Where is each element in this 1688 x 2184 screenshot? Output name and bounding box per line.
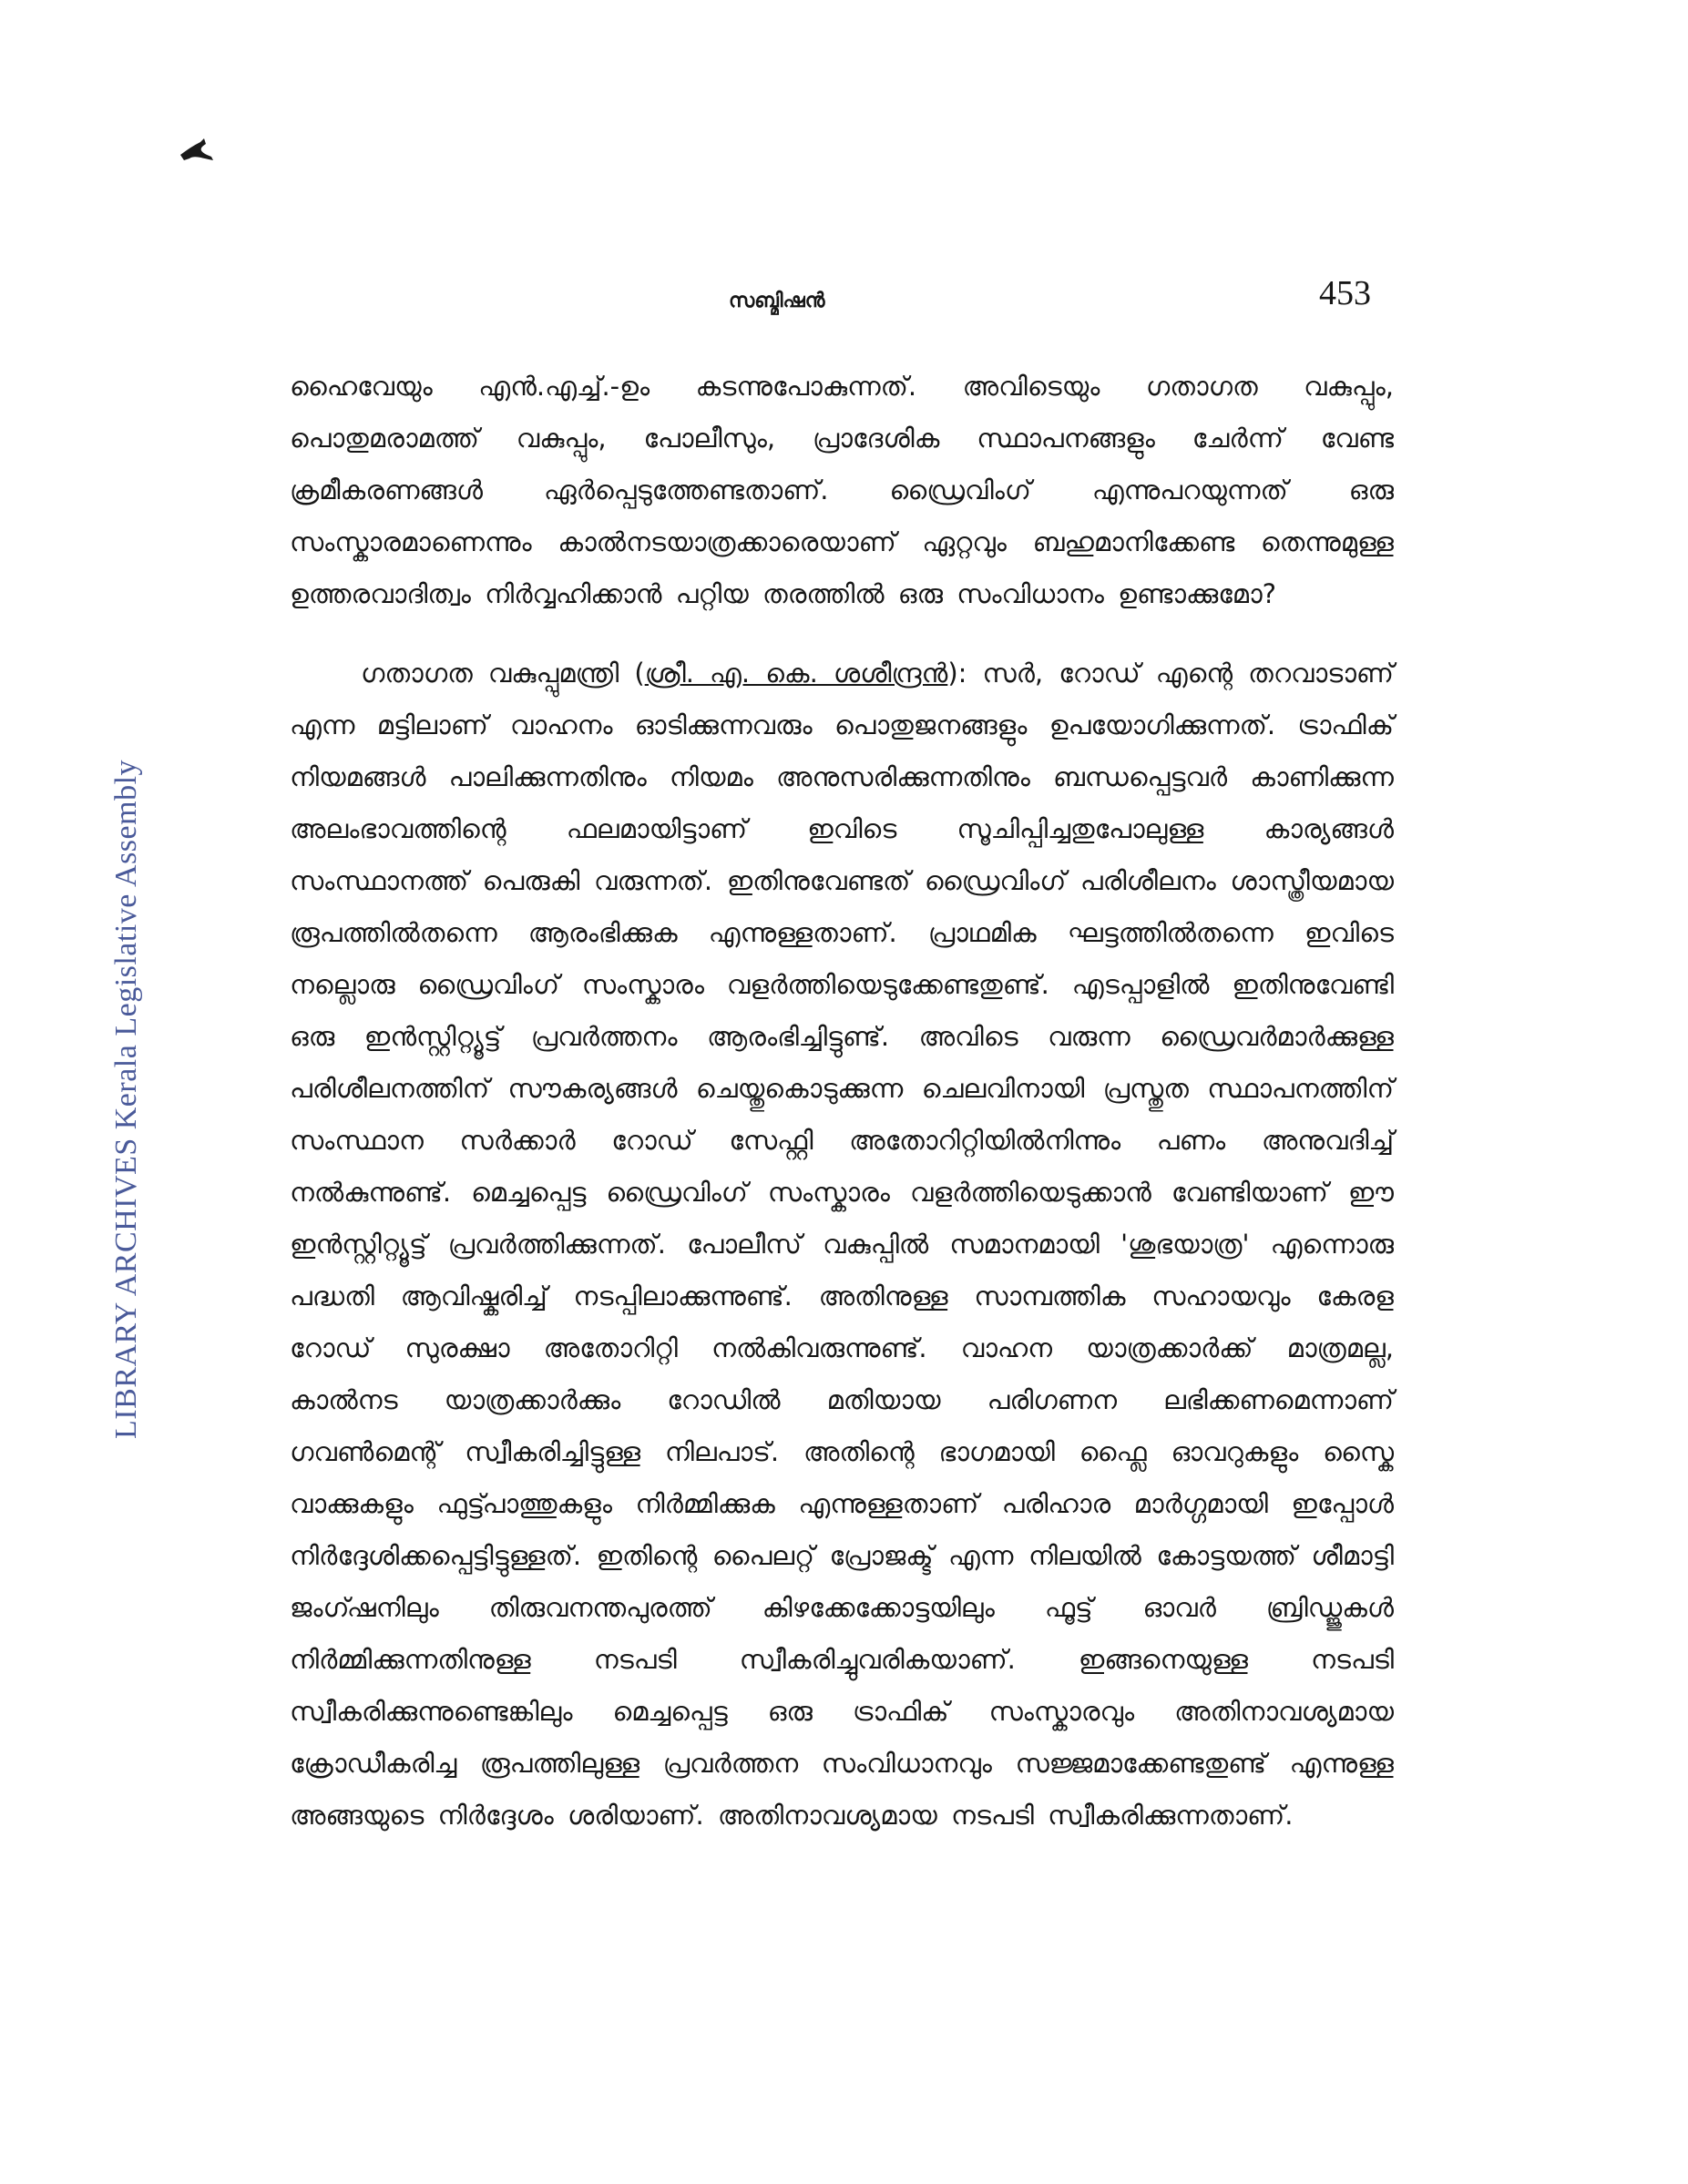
body-text: [290, 361, 1394, 1842]
page-number: 453: [1319, 274, 1371, 312]
paragraph-2-body: ): സർ, റോഡ് എന്റെ തറവാടാണ് എന്ന മട്ടിലാണ് വാഹനം ഓടിക്കുന്നവരും പൊതുജനങ്ങളും ഉപയോഗിക്കുന്നത്. ട്രാഫിക് നിയമങ്ങൾ പാലിക്കുന്നതിനും നിയമം അനുസരിക്കുന്നതിനും ബന്ധപ്പെട്ടവർ കാണിക്കുന്ന അലംഭാവത്തിന്റെ ഫലമായിട്ടാണ് ഇവിടെ സൂചിപ്പിച്ചതുപോലുള്ള കാര്യങ്ങൾ സംസ്ഥാനത്ത് പെരുകി വരുന്നത്. ഇതിനുവേണ്ടത് ഡ്രൈവിംഗ് പരിശീലനം ശാസ്ത്രീയമായ രൂപത്തിൽതന്നെ ആരംഭിക്കുക എന്നുള്ളതാണ്. പ്രാഥമിക ഘട്ടത്തിൽതന്നെ ഇവിടെ നല്ലൊരു ഡ്രൈവിംഗ് സംസ്കാരം വളർത്തിയെടുക്കേണ്ടതുണ്ട്. എടപ്പാളിൽ ഇതിനുവേണ്ടി ഒരു ഇൻസ്റ്റിറ്റ്യൂട്ട് പ്രവർത്തനം ആരംഭിച്ചിട്ടുണ്ട്. അവിടെ വരുന്ന ഡ്രൈവർമാർക്കുള്ള പരിശീലനത്തിന് സൗകര്യങ്ങൾ ചെയ്തുകൊടുക്കുന്ന ചെലവിനായി പ്രസ്തുത സ്ഥാപനത്തിന് സംസ്ഥാന സർക്കാർ റോഡ് സേഫ്റ്റി അതോറിറ്റിയിൽനിന്നും പണം അനുവദിച്ച് നൽകുന്നുണ്ട്. മെച്ചപ്പെട്ട ഡ്രൈവിംഗ് സംസ്കാരം വളർത്തിയെടുക്കാൻ വേണ്ടിയാണ് ഈ ഇൻസ്റ്റിറ്റ്യൂട്ട് പ്രവർത്തിക്കുന്നത്. പോലീസ് വകുപ്പിൽ സമാനമായി 'ശുഭയാത്ര' എന്നൊരു പദ്ധതി ആവിഷ്കരിച്ച് നടപ്പിലാക്കുന്നുണ്ട്. അതിനുള്ള സാമ്പത്തിക സഹായവും കേരള റോഡ് സുരക്ഷാ അതോറിറ്റി നൽകിവരുന്നുണ്ട്. വാഹന യാത്രക്കാർക്ക് മാത്രമല്ല, കാൽനട യാത്രക്കാർക്കും റോഡിൽ മതിയായ പരിഗണന ലഭിക്കണമെന്നാണ് ഗവൺമെന്റ് സ്വീകരിച്ചിട്ടുള്ള നിലപാട്. അതിന്റെ ഭാഗമായി ഫ്ലൈ ഓവറുകളും സ്കൈ വാക്കുകളും ഫുട്ട്പാത്തുകളും നിർമ്മിക്കുക എന്നുള്ളതാണ് പരിഹാര മാർഗ്ഗമായി ഇപ്പോൾ നിർദ്ദേശിക്കപ്പെട്ടിട്ടുള്ളത്. ഇതിന്റെ പൈലറ്റ് പ്രോജക്ട് എന്ന നിലയിൽ കോട്ടയത്ത് ശീമാട്ടി ജംഗ്ഷനിലും തിരുവനന്തപുരത്ത് കിഴക്കേക്കോട്ടയിലും ഫൂട്ട് ഓവർ ബ്രിഡ്ജുകൾ നിർമ്മിക്കുന്നതിനുള്ള നടപടി സ്വീകരിച്ചുവരികയാണ്. ഇങ്ങനെയുള്ള നടപടി സ്വീകരിക്കുന്നുണ്ടെങ്കിലും മെച്ചപ്പെട്ട ഒരു ട്രാഫിക് സംസ്കാരവും അതിനാവശ്യമായ ക്രോഡീകരിച്ച രൂപത്തിലുള്ള പ്രവർത്തന സംവിധാനവും സജ്ജമാക്കേണ്ടതുണ്ട് എന്നുള്ള അങ്ങയുടെ നിർദ്ദേശം ശരിയാണ്. അതിനാവശ്യമായ നടപടി സ്വീകരിക്കുന്നതാണ്.: [290, 658, 1394, 1831]
header-title: സബ്മിഷൻ: [729, 290, 825, 312]
paragraph-2: [290, 648, 1394, 1842]
page-header: [0, 273, 1688, 328]
side-watermark-text: LIBRARY ARCHIVES Kerala Legislative Assembly: [109, 759, 143, 1439]
paragraph-1: ഹൈവേയും എൻ.എച്ച്.-ഉം കടന്നുപോകുന്നത്. അവിടെയും ഗതാഗത വകുപ്പും, പൊതുമരാമത്ത് വകുപ്പും, പോലീസും, പ്രാദേശിക സ്ഥാപനങ്ങളും ചേർന്ന് വേണ്ട ക്രമീകരണങ്ങൾ ഏർപ്പെടുത്തേണ്ടതാണ്. ഡ്രൈവിംഗ് എന്നുപറയുന്നത് ഒരു സംസ്കാരമാണെന്നും കാൽനടയാത്രക്കാരെയാണ് ഏറ്റവും ബഹുമാനിക്കേണ്ട തെന്നുമുള്ള ഉത്തരവാദിത്വം നിർവ്വഹിക്കാൻ പറ്റിയ തരത്തിൽ ഒരു സംവിധാനം ഉണ്ടാക്കുമോ?: [290, 371, 1394, 609]
paragraph-2-prefix: ഗതാഗത വകുപ്പുമന്ത്രി (: [361, 658, 645, 689]
corner-mark: [179, 137, 215, 164]
speaker-name: ശ്രീ. എ. കെ. ശശീന്ദ്രൻ: [644, 658, 948, 689]
